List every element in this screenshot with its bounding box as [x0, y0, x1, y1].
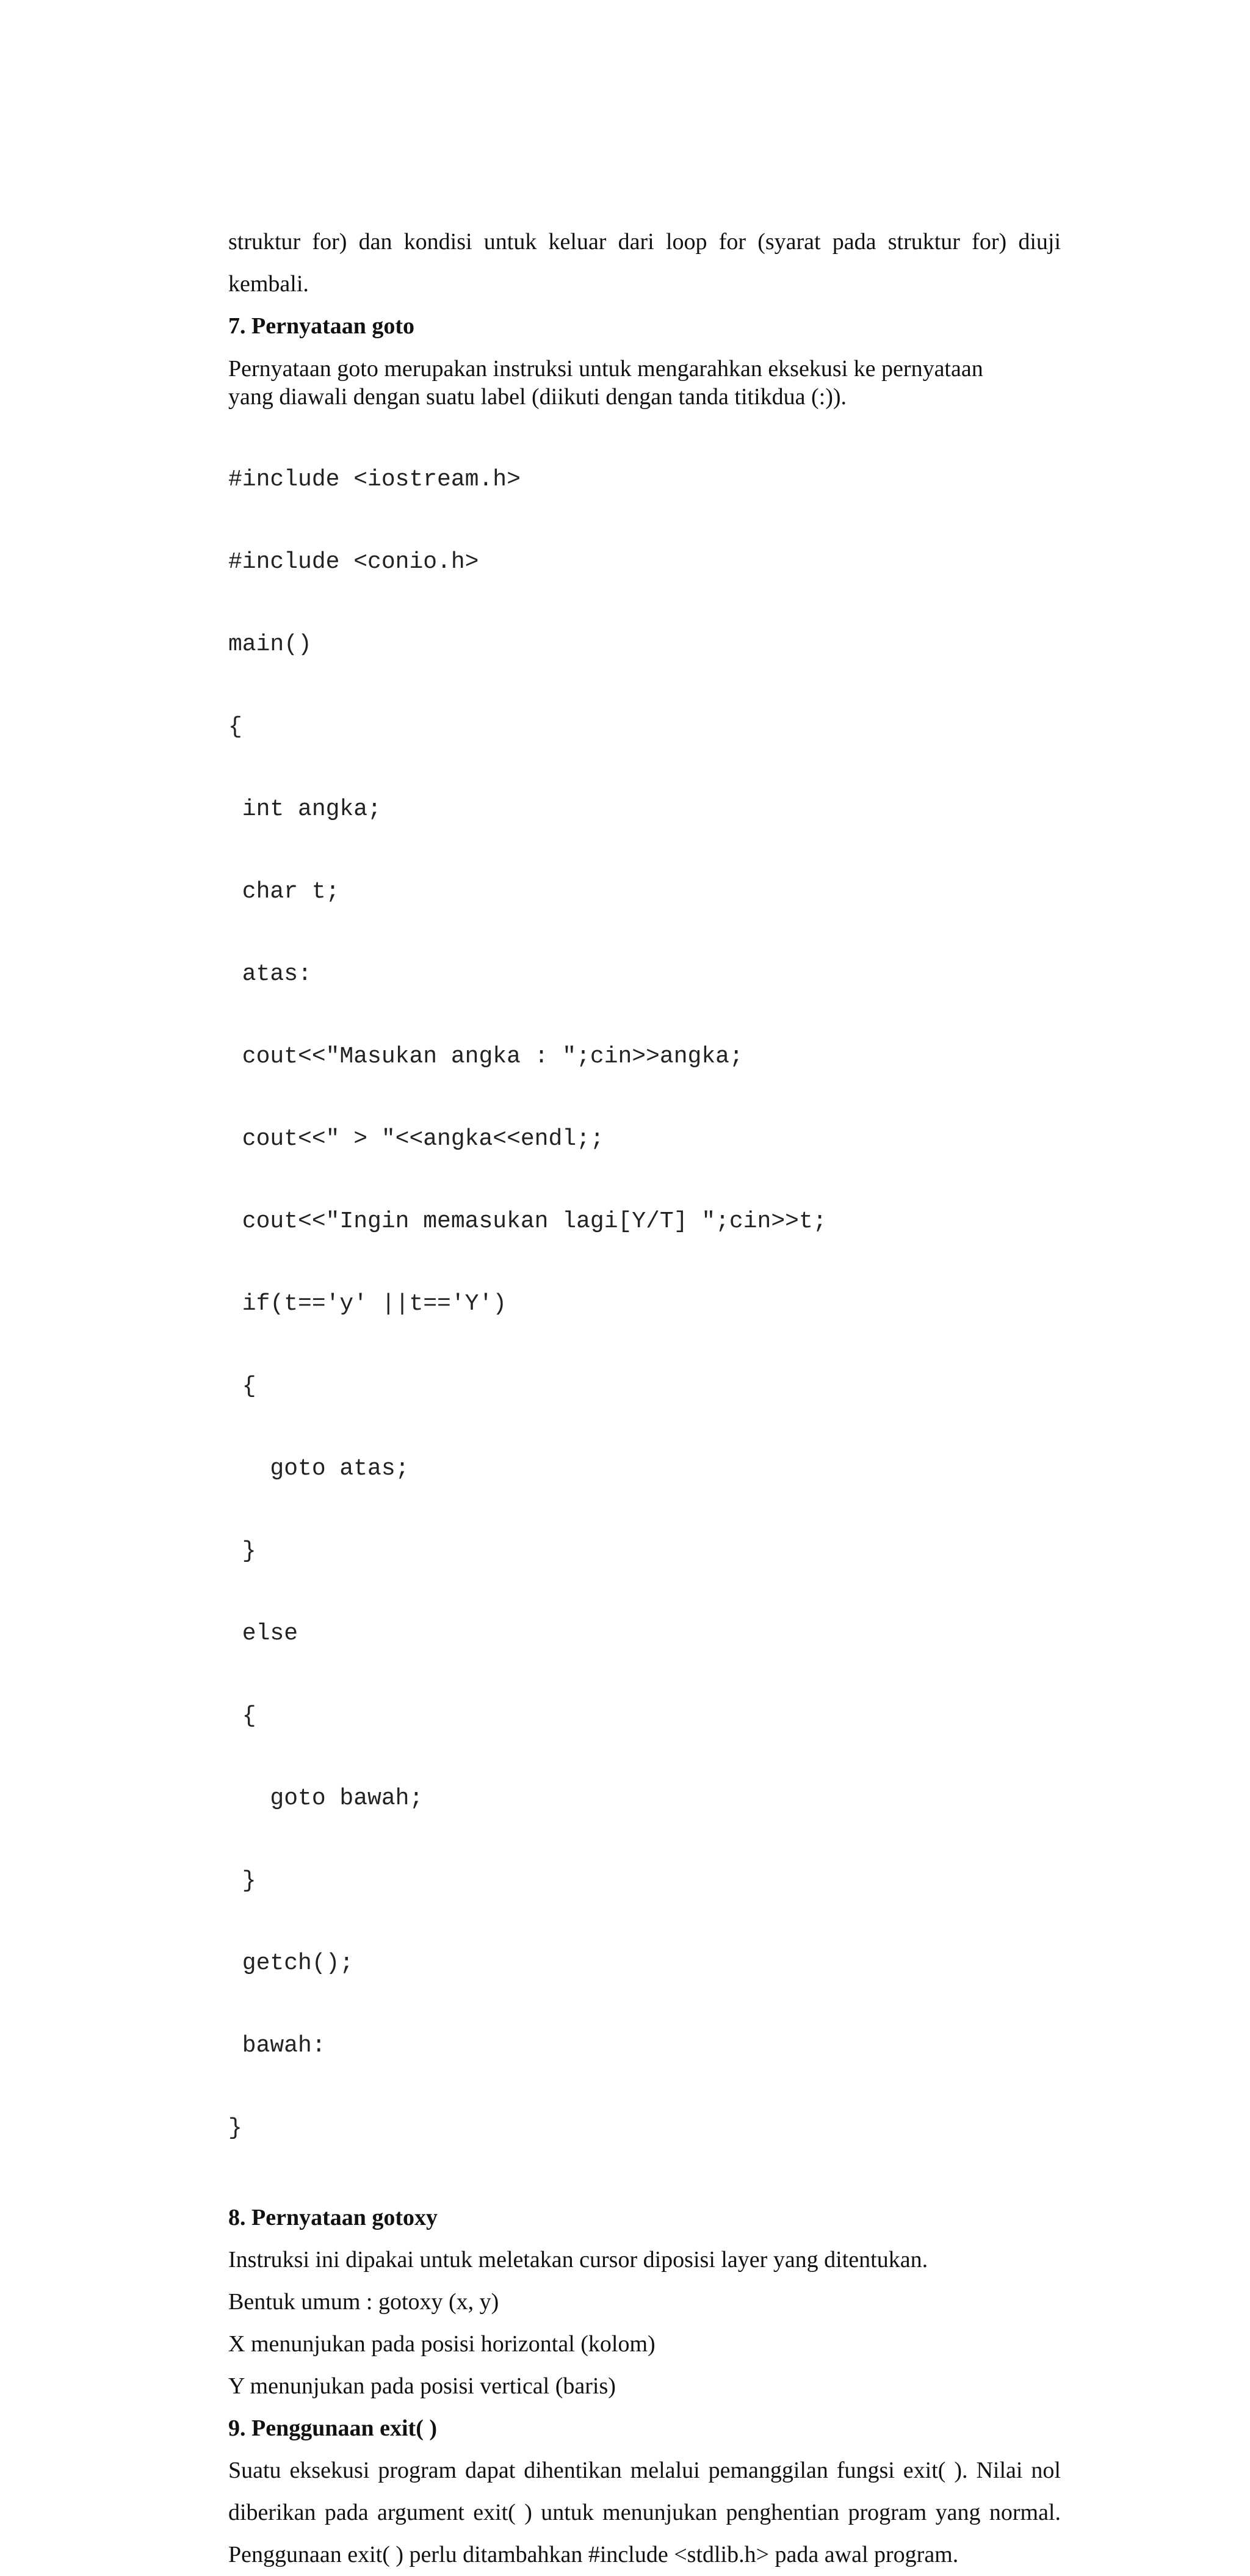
- code-line: char t;: [228, 879, 340, 905]
- code-line: #include <conio.h>: [228, 549, 479, 575]
- code-line: bawah:: [228, 2033, 326, 2059]
- code-line: goto atas;: [228, 1456, 410, 1482]
- code-line: cout<<"Masukan angka : ";cin>>angka;: [228, 1043, 743, 1070]
- paragraph-goto-intro: [228, 347, 1061, 411]
- code-line: }: [228, 2115, 242, 2141]
- code-line: else: [228, 1620, 298, 1647]
- paragraph-gotoxy-y: Y menunjukan pada posisi vertical (baris): [228, 2373, 616, 2399]
- code-line: main(): [228, 631, 312, 658]
- code-line: getch();: [228, 1950, 354, 1976]
- goto-intro-line-2: yang diawali dengan suatu label (diikuti dengan tanda titikdua (:)).: [228, 384, 847, 410]
- page-content: [228, 221, 1061, 2576]
- code-line: {: [228, 714, 242, 740]
- code-line: cout<<" > "<<angka<<endl;;: [228, 1126, 604, 1152]
- code-line: int angka;: [228, 796, 381, 822]
- code-line: }: [228, 1868, 256, 1894]
- heading-goto: 7. Pernyataan goto: [228, 313, 415, 339]
- code-line: {: [228, 1703, 256, 1729]
- paragraph-loop-continuation: struktur for) dan kondisi untuk keluar dari loop for (syarat pada struktur for) diuji kembali.: [228, 229, 1061, 297]
- code-line: cout<<"Ingin memasukan lagi[Y/T] ";cin>>t;: [228, 1208, 827, 1235]
- code-block-goto: [228, 411, 1061, 2197]
- paragraph-gotoxy-syntax: Bentuk umum : gotoxy (x, y): [228, 2289, 499, 2315]
- code-line: if(t=='y' ||t=='Y'): [228, 1291, 507, 1317]
- heading-gotoxy: 8. Pernyataan gotoxy: [228, 2205, 438, 2230]
- goto-intro-line-1: Pernyataan goto merupakan instruksi untuk mengarahkan eksekusi ke pernyataan: [228, 356, 983, 382]
- paragraph-gotoxy-description: Instruksi ini dipakai untuk meletakan cursor diposisi layer yang ditentukan.: [228, 2247, 928, 2273]
- paragraph-gotoxy-x: X menunjukan pada posisi horizontal (kolom): [228, 2331, 656, 2357]
- code-line: atas:: [228, 961, 312, 987]
- code-line: }: [228, 1538, 256, 1564]
- heading-exit: 9. Penggunaan exit( ): [228, 2415, 437, 2441]
- code-line: {: [228, 1373, 256, 1399]
- paragraph-exit-description: Suatu eksekusi program dapat dihentikan melalui pemanggilan fungsi exit( ). Nilai nol diberikan pada argument exit( ) untuk menunjukan penghentian program yang normal. Penggunaan exit( ) perlu ditambahkan #include <stdlib.h> pada awal program.: [228, 2458, 1061, 2567]
- code-line: goto bawah;: [228, 1785, 424, 1812]
- code-line: #include <iostream.h>: [228, 466, 521, 493]
